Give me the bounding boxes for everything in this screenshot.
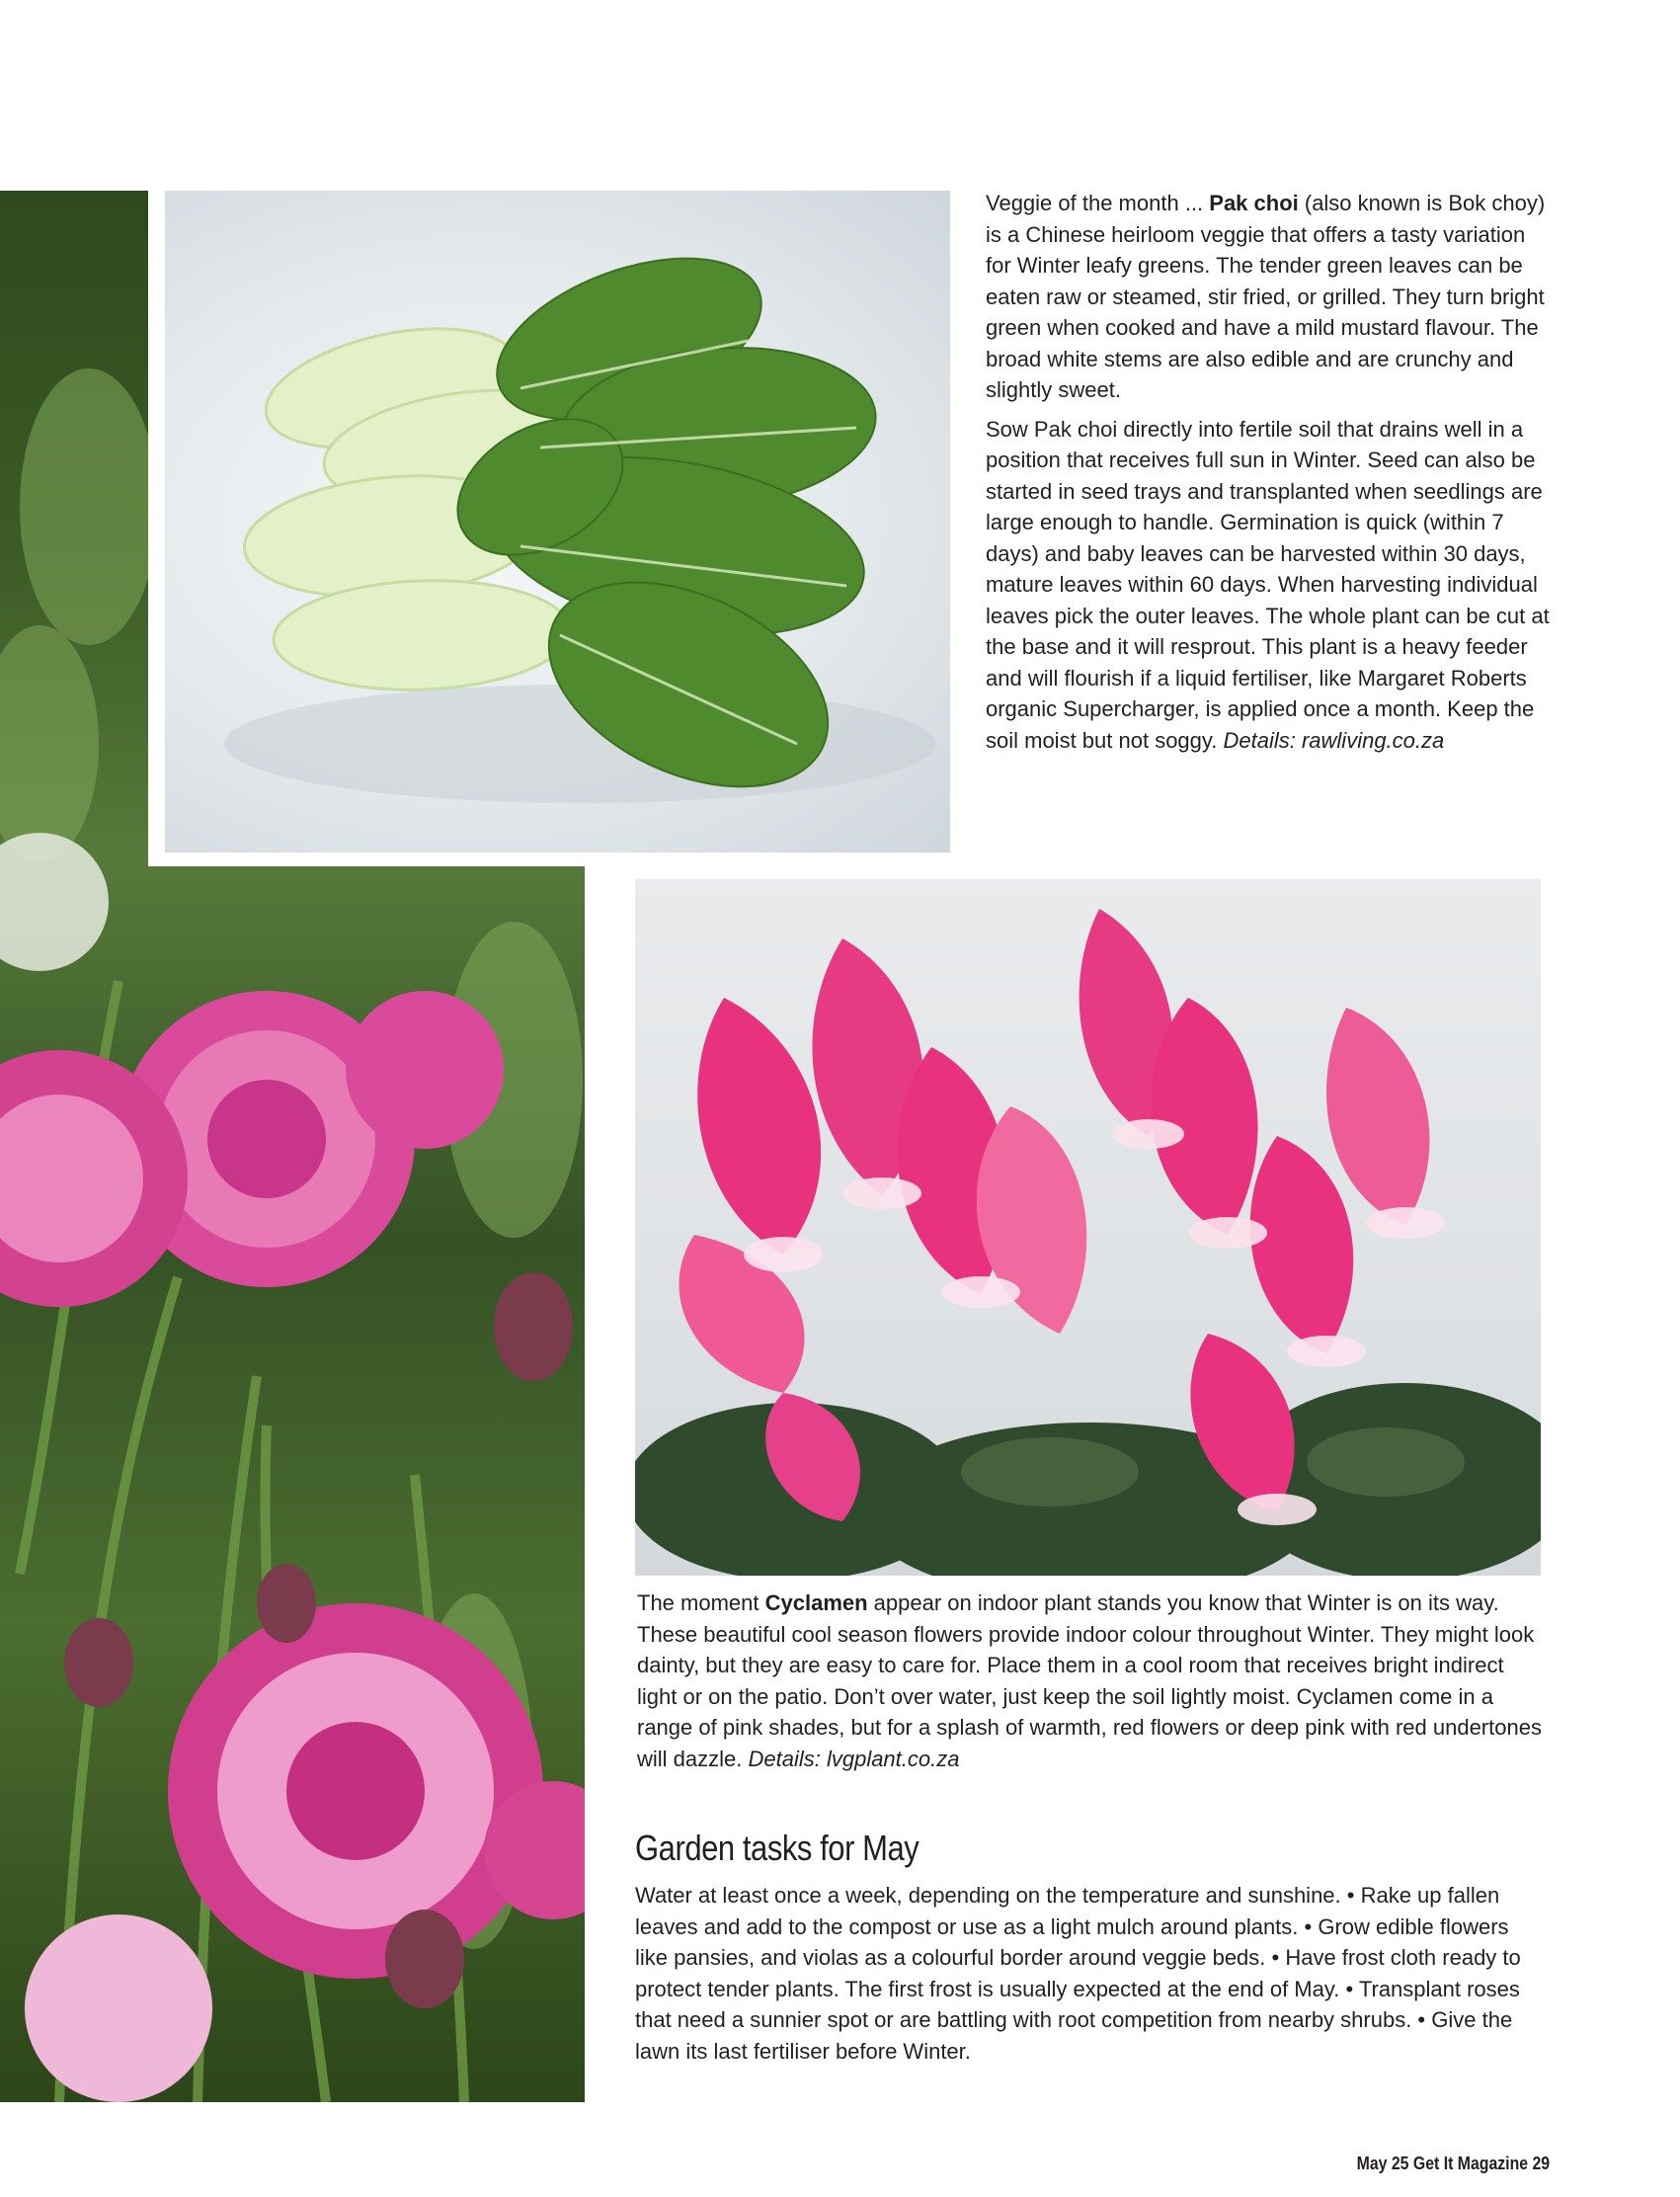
cyclamen-photo	[635, 879, 1541, 1576]
cyclamen-name: Cyclamen	[764, 1590, 868, 1615]
pakchoi-details-credit: Details: rawliving.co.za	[1223, 727, 1445, 753]
cyclamen-details-credit: Details: lvgplant.co.za	[748, 1746, 960, 1771]
page-footer: May 25 Get It Magazine 29	[1356, 2154, 1550, 2173]
pakchoi-photo	[165, 191, 950, 853]
pakchoi-paragraph-2	[986, 414, 1554, 757]
cyclamen-description: appear on indoor plant stands you know that Winter is on its way. These beautiful cool season flowers provide indoor colour throughout Winter. They might look dainty, but they are easy to care for. Place them in a cool room that receives bright indirect light or on the patio. Don’t over water, just keep the soil lightly moist. Cyclamen come in a range of pink shades, but for a splash of warmth, red flowers or deep pink with red undertones will dazzle.	[637, 1590, 1542, 1771]
pakchoi-article	[986, 188, 1554, 756]
garden-tasks-heading: Garden tasks for May	[635, 1828, 920, 1868]
cyclamen-intro: The moment	[637, 1590, 765, 1615]
garden-tasks-paragraph: Water at least once a week, depending on the temperature and sunshine. • Rake up fallen leaves and add to the compost or use as a light mulch around plants. • Grow edible flowers like pansies, and violas as a colourful border around veggie beds. • Have frost cloth ready to protect tender plants. The first frost is usually expected at the end of May. • Transplant roses that need a sunnier spot or are battling with root competition from nearby shrubs. • Give the lawn its last fertiliser before Winter.	[635, 1883, 1521, 2064]
pakchoi-growing-tips: Sow Pak choi directly into fertile soil that drains well in a position that receives full sun in Winter. Seed can also be started in seed trays and transplanted when seedlings are large enough to handle. Germination is quick (within 7 days) and baby leaves can be harvested within 30 days, mature leaves within 60 days. When harvesting individual leaves pick the outer leaves. The whole plant can be cut at the base and it will resprout. This plant is a heavy feeder and will flourish if a liquid fertiliser, like Margaret Roberts organic Supercharger, is applied once a month. Keep the soil moist but not soggy.	[986, 416, 1550, 753]
pakchoi-paragraph-1	[986, 188, 1554, 406]
pakchoi-name: Pak choi	[1209, 191, 1299, 215]
pakchoi-description: (also known is Bok choy) is a Chinese heirloom veggie that offers a tasty variation for Winter leafy greens. The tender green leaves can be eaten raw or steamed, stir fried, or grilled. They turn bright green when cooked and have a mild mustard flavour. The broad white stems are also edible and are crunchy and slightly sweet.	[986, 191, 1546, 402]
garden-tasks-article	[635, 1880, 1544, 2067]
cyclamen-article	[637, 1587, 1546, 1774]
pakchoi-intro: Veggie of the month ...	[986, 191, 1210, 215]
cyclamen-paragraph	[637, 1587, 1546, 1774]
